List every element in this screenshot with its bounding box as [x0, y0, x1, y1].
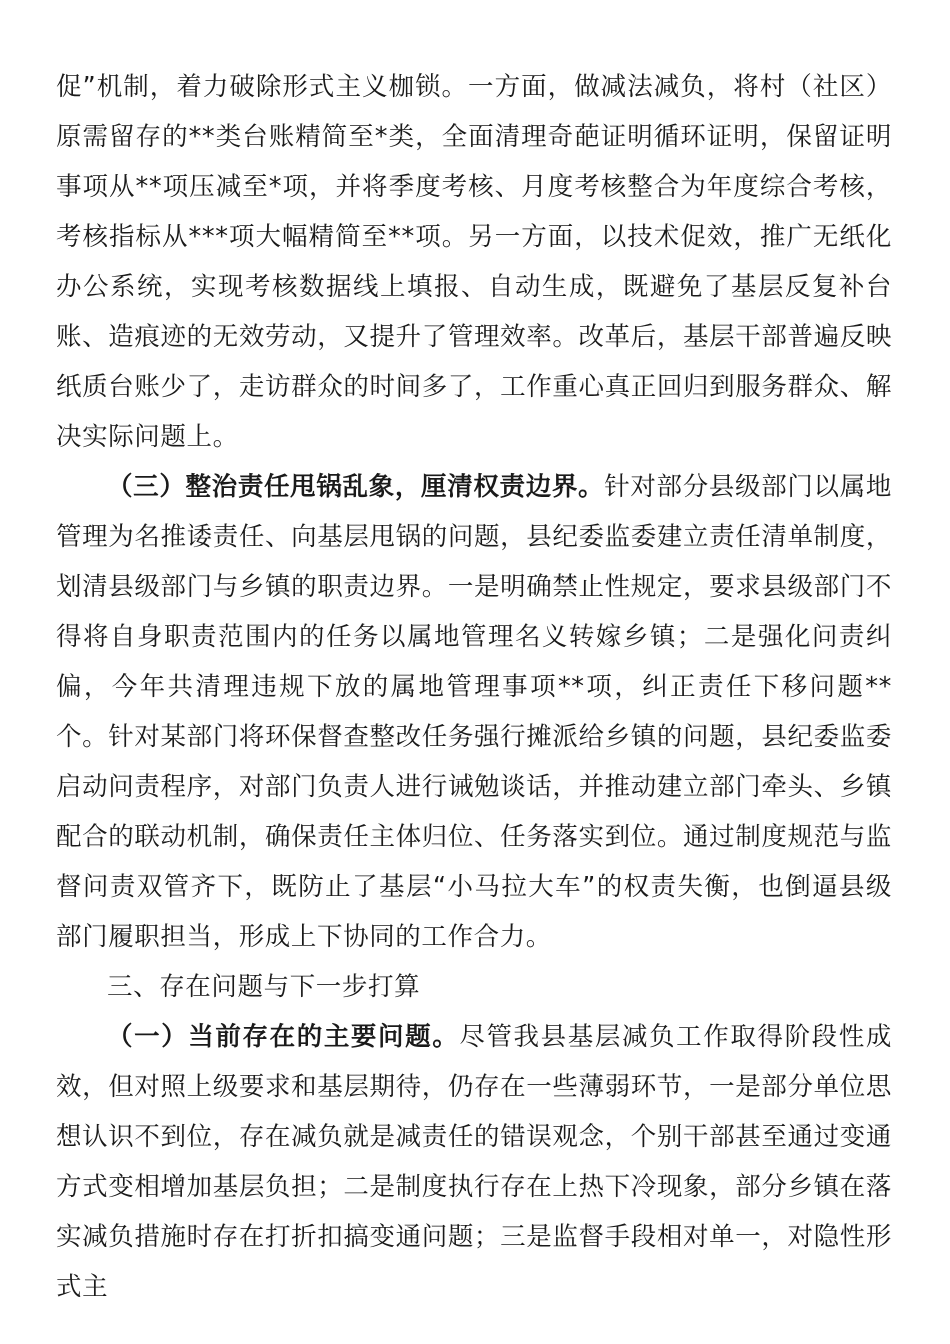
paragraph-responsibility	[56, 462, 892, 962]
document-page	[56, 62, 892, 1312]
paragraph-lead-heading: （三）整治责任甩锅乱象，厘清权责边界。	[107, 472, 605, 502]
paragraph-continuation: 促”机制，着力破除形式主义枷锁。一方面，做减法减负，将村（社区）原需留存的**类台账精简至*类，全面清理奇葩证明循环证明，保留证明事项从**项压减至*项，并将季度考核、月度考核整合为年度综合考核，考核指标从***项大幅精简至**项。另一方面，以技术促效，推广无纸化办公系统，实现考核数据线上填报、自动生成，既避免了基层反复补台账、造痕迹的无效劳动，又提升了管理效率。改革后，基层干部普遍反映纸质台账少了，走访群众的时间多了，工作重心真正回归到服务群众、解决实际问题上。	[56, 72, 892, 452]
section-heading: 三、存在问题与下一步打算	[107, 972, 421, 1002]
paragraph-lead-heading: （一）当前存在的主要问题。	[107, 1022, 460, 1052]
paragraph-body: 针对部分县级部门以属地管理为名推诿责任、向基层甩锅的问题，县纪委监委建立责任清单制度，划清县级部门与乡镇的职责边界。一是明确禁止性规定，要求县级部门不得将自身职责范围内的任务以属地管理名义转嫁乡镇；二是强化问责纠偏，今年共清理违规下放的属地管理事项**项，纠正责任下移问题**个。针对某部门将环保督查整改任务强行摊派给乡镇的问题，县纪委监委启动问责程序，对部门负责人进行诫勉谈话，并推动建立部门牵头、乡镇配合的联动机制，确保责任主体归位、任务落实到位。通过制度规范与监督问责双管齐下，既防止了基层“小马拉大车”的权责失衡，也倒逼县级部门履职担当，形成上下协同的工作合力。	[56, 472, 892, 952]
paragraph-body: 尽管我县基层减负工作取得阶段性成效，但对照上级要求和基层期待，仍存在一些薄弱环节，一是部分单位思想认识不到位，存在减负就是减责任的错误观念，个别干部甚至通过变通方式变相增加基层负担；二是制度执行存在上热下冷现象，部分乡镇在落实减负措施时存在打折扣搞变通问题；三是监督手段相对单一，对隐性形式主	[56, 1022, 892, 1302]
paragraph-problems	[56, 1012, 892, 1312]
